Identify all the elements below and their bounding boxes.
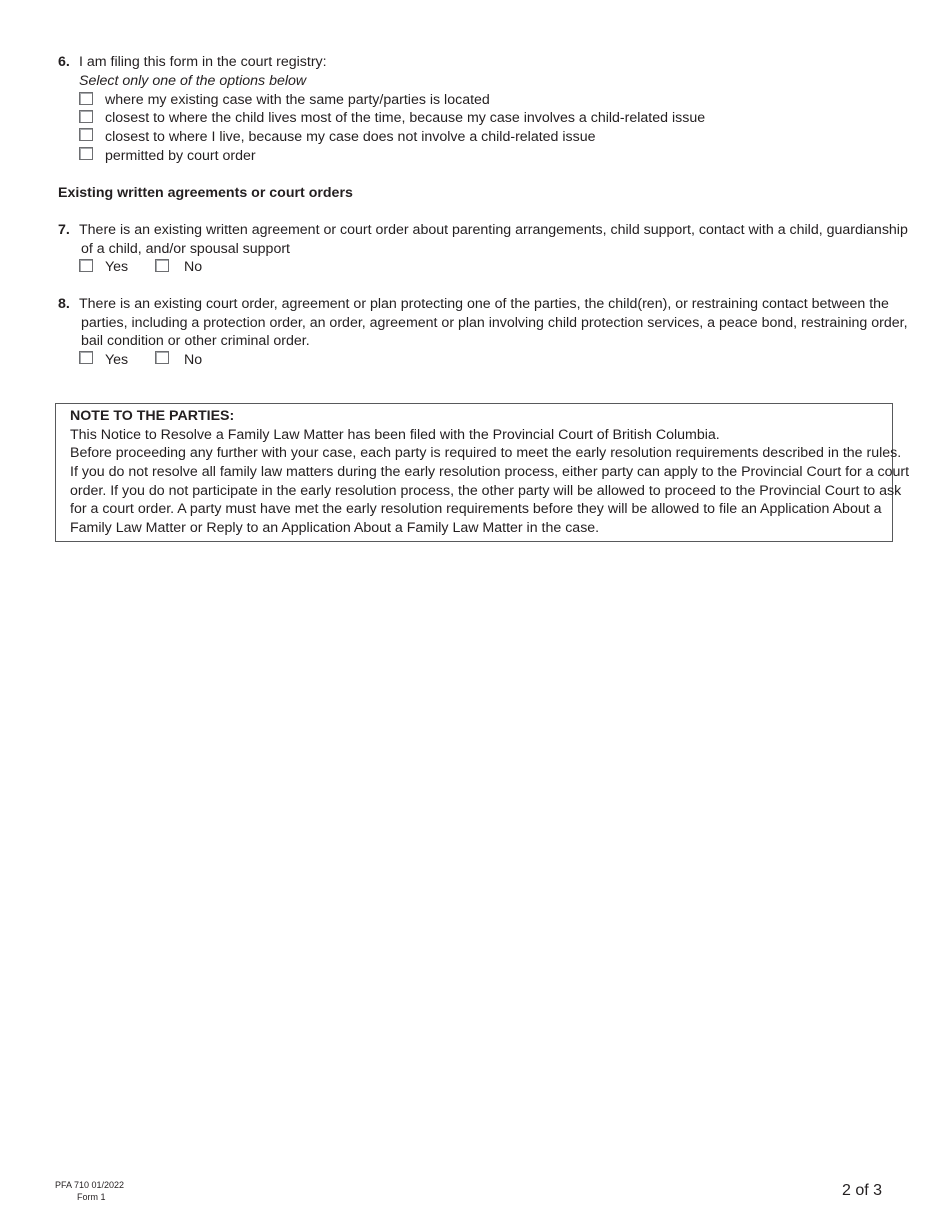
question-8-text-line-3: bail condition or other criminal order. bbox=[81, 333, 310, 349]
section-heading: Existing written agreements or court orders bbox=[58, 185, 353, 201]
note-line-1: This Notice to Resolve a Family Law Matter has been filed with the Provincial Court of British Columbia. bbox=[70, 427, 720, 443]
q7-yes-checkbox[interactable] bbox=[79, 259, 93, 272]
question-6-instruction: Select only one of the options below bbox=[79, 73, 307, 89]
question-8-text-line-2: parties, including a protection order, an order, agreement or plan involving child protection services, a peace bond, restraining order, bbox=[81, 315, 908, 331]
q6-option-2-label: closest to where the child lives most of the time, because my case involves a child-related issue bbox=[105, 110, 706, 126]
q8-no-label: No bbox=[184, 352, 203, 368]
q6-option-1-label: where my existing case with the same party/parties is located bbox=[105, 92, 490, 108]
q7-no-checkbox[interactable] bbox=[155, 259, 169, 272]
page-number: 2 of 3 bbox=[842, 1182, 883, 1199]
note-line-2: Before proceeding any further with your case, each party is required to meet the early resolution requirements described in the rules. bbox=[70, 445, 902, 461]
form-code: PFA 710 01/2022 bbox=[55, 1180, 125, 1190]
q7-no-label: No bbox=[184, 259, 203, 275]
q7-yes-label: Yes bbox=[105, 259, 129, 275]
q6-option-4-label: permitted by court order bbox=[105, 148, 256, 164]
question-7-text-line-1: There is an existing written agreement or court order about parenting arrangements, child support, contact with a child, guardianship bbox=[79, 222, 908, 238]
note-line-3: If you do not resolve all family law matters during the early resolution process, either party can apply to the Provincial Court for a court bbox=[70, 464, 910, 480]
q8-yes-checkbox[interactable] bbox=[79, 351, 93, 364]
q6-option-3-checkbox[interactable] bbox=[79, 128, 93, 141]
q6-option-1-checkbox[interactable] bbox=[79, 92, 93, 105]
q6-option-4-checkbox[interactable] bbox=[79, 147, 93, 160]
note-line-5: for a court order. A party must have met the early resolution requirements before they will be allowed to file an Application About a bbox=[70, 501, 882, 517]
form-name: Form 1 bbox=[77, 1192, 106, 1202]
question-7-number: 7. bbox=[58, 222, 70, 238]
question-6-number: 6. bbox=[58, 54, 70, 70]
note-title: NOTE TO THE PARTIES: bbox=[70, 408, 235, 424]
question-8-text-line-1: There is an existing court order, agreement or plan protecting one of the parties, the child(ren), or restraining contact between the bbox=[79, 296, 889, 312]
q8-no-checkbox[interactable] bbox=[155, 351, 169, 364]
note-line-6: Family Law Matter or Reply to an Application About a Family Law Matter in the case. bbox=[70, 520, 600, 536]
q8-yes-label: Yes bbox=[105, 352, 129, 368]
q6-option-3-label: closest to where I live, because my case does not involve a child-related issue bbox=[105, 129, 596, 145]
question-8-number: 8. bbox=[58, 296, 70, 312]
question-7-text-line-2: of a child, and/or spousal support bbox=[81, 241, 291, 257]
note-line-4: order. If you do not participate in the early resolution process, the other party will be allowed to proceed to the Provincial Court to ask bbox=[70, 483, 902, 499]
question-6-text: I am filing this form in the court registry: bbox=[79, 54, 327, 70]
q6-option-2-checkbox[interactable] bbox=[79, 110, 93, 123]
